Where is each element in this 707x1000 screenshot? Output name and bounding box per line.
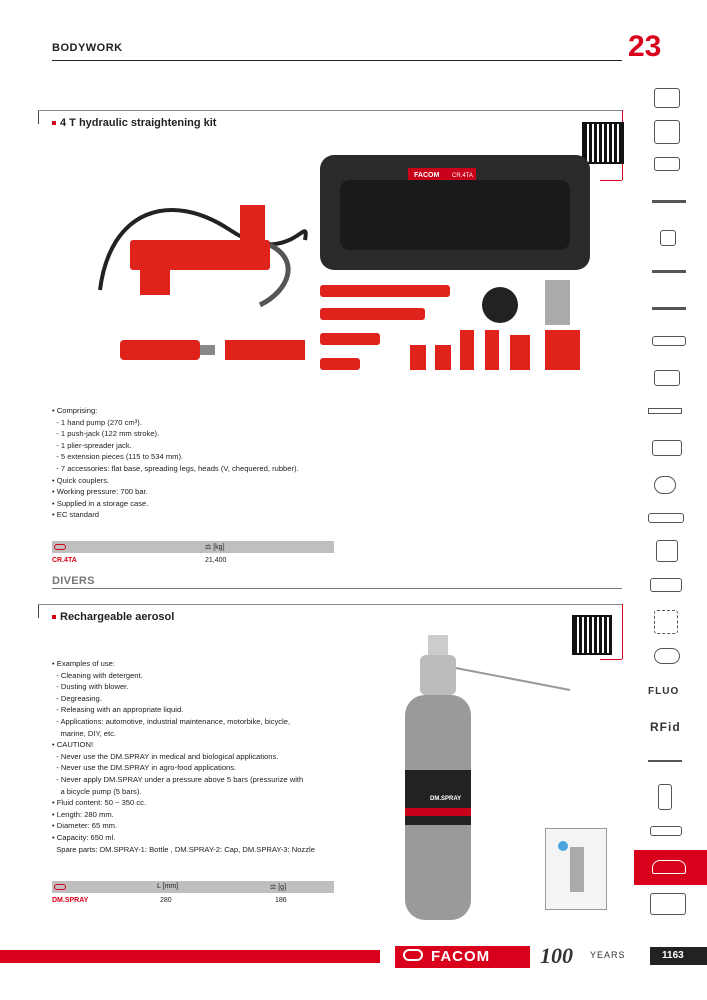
weight-header-text: [kg] xyxy=(213,544,225,551)
kit-feature-line: • Comprising: xyxy=(52,406,98,415)
aerosol-feature-line: - Applications: automotive, industrial maintenance, motorbike, bicycle, xyxy=(52,716,291,726)
aerosol-feature-line: - Dusting with blower. xyxy=(52,682,129,692)
aerosol-feature-line: Spare parts: DM.SPRAY-1: Bottle , DM.SPRAY-2: Cap, DM.SPRAY-3: Nozzle xyxy=(52,844,315,854)
page-number-box xyxy=(650,947,707,965)
footer-bar xyxy=(0,950,380,963)
aerosol-feature-line: • CAUTION! xyxy=(52,740,94,750)
anniversary-mark: 100 xyxy=(540,943,573,968)
tape-measure-icon[interactable] xyxy=(654,370,680,386)
kit-feature-line: - 1 plier-spreader jack. xyxy=(52,440,132,450)
reference-icon xyxy=(54,884,66,890)
pliers-icon[interactable] xyxy=(652,336,686,346)
kit-feature-line: • Quick couplers. xyxy=(52,475,110,485)
aerosol-features xyxy=(52,658,315,855)
aerosol-feature-line: • Length: 280 mm. xyxy=(52,809,114,819)
aerosol-feature-line: - Degreasing. xyxy=(52,693,102,703)
kit-feature-line: - 7 accessories: flat base, spreading legs, heads (V, chequered, rubber). xyxy=(52,463,299,473)
page-number: 1163 xyxy=(662,950,684,961)
kit-title-text: 4 T hydraulic straightening kit xyxy=(60,117,217,129)
aerosol-feature-line: • Capacity: 650 ml. xyxy=(52,832,116,842)
weight-header-text: [g] xyxy=(278,884,287,891)
section-corner-mark xyxy=(38,110,39,124)
aerosol-feature-line: - Cleaning with detergent. xyxy=(52,670,143,680)
lanyard-icon[interactable] xyxy=(654,648,680,664)
kit-title xyxy=(52,117,216,129)
section-corner-mark xyxy=(38,604,39,618)
aerosol-feature-line: • Fluid content: 50 ~ 350 cc. xyxy=(52,798,147,808)
plier-spreader xyxy=(225,340,305,360)
kit-feature-line: • EC standard xyxy=(52,510,99,520)
aerosol-feature-line: - Never apply DM.SPRAY under a pressure above 5 bars (pressurize with xyxy=(52,774,304,784)
kit-weight-header xyxy=(205,543,225,551)
facom-logo-text: FACOM xyxy=(431,948,491,965)
workbench-icon[interactable] xyxy=(654,120,680,144)
aerosol-ref-cell: DM.SPRAY xyxy=(52,897,89,904)
facom-logo-mark xyxy=(403,949,423,961)
reference-icon xyxy=(54,544,66,550)
toolbox-icon[interactable] xyxy=(654,88,680,108)
aerosol-title xyxy=(52,611,174,623)
kit-feature-line: - 1 hand pump (270 cm³). xyxy=(52,417,142,427)
bit-set-icon[interactable] xyxy=(648,513,684,523)
kit-features xyxy=(52,405,299,521)
aerosol-feature-line: - Never use the DM.SPRAY in agro-food applications. xyxy=(52,763,237,773)
rubber-head xyxy=(482,287,518,323)
electrical-icon[interactable] xyxy=(658,784,672,810)
chapter-number: 23 xyxy=(628,30,662,63)
header-rule xyxy=(52,60,622,61)
years-label: YEARS xyxy=(590,950,626,960)
kit-feature-line: • Working pressure: 700 bar. xyxy=(52,487,148,497)
nozzle-tube xyxy=(440,665,570,690)
truck-icon[interactable] xyxy=(650,893,686,915)
section-divers-title: DIVERS xyxy=(52,575,95,587)
aerosol-feature-line: a bicycle pump (5 bars). xyxy=(52,786,142,796)
fluo-label[interactable]: FLUO xyxy=(648,686,680,697)
section-end-mark xyxy=(622,604,623,659)
kit-weight-cell: 21,400 xyxy=(205,557,227,564)
bodywork-tab[interactable] xyxy=(634,850,707,885)
hammer-icon[interactable] xyxy=(648,408,682,414)
clamp-icon[interactable] xyxy=(650,826,682,836)
rfid-label[interactable]: RFid xyxy=(650,720,681,734)
safety-icon[interactable] xyxy=(654,610,678,634)
aerosol-weight-cell: 186 xyxy=(275,897,287,904)
vice-icon[interactable] xyxy=(650,578,682,592)
section-rule xyxy=(38,604,623,605)
aerosol-feature-line: marine, DIY, etc. xyxy=(52,728,117,738)
aerosol-feature-line: • Diameter: 65 mm. xyxy=(52,821,118,831)
page-header-title: BODYWORK xyxy=(52,42,123,54)
divers-rule xyxy=(52,588,622,589)
aerosol-length-cell: 280 xyxy=(160,897,172,904)
aerosol-feature-line: • Examples of use: xyxy=(52,659,116,668)
section-end-tick xyxy=(600,659,622,660)
ratchet-icon[interactable] xyxy=(652,270,686,273)
kit-feature-line: • Supplied in a storage case. xyxy=(52,498,149,508)
aerosol-feature-line: - Releasing with an appropriate liquid. xyxy=(52,705,184,715)
bottle-label: DM.SPRAY xyxy=(430,796,462,802)
impact-wrench-icon[interactable] xyxy=(656,540,678,562)
section-rule xyxy=(38,110,623,111)
aerosol-weight-header xyxy=(270,883,286,891)
tool-case-icon[interactable] xyxy=(654,157,680,171)
coupler xyxy=(545,280,570,325)
weight-icon: ⚖ xyxy=(270,884,277,891)
hydraulic-kit-image xyxy=(90,150,600,390)
extension-piece xyxy=(320,285,450,297)
wrench-icon[interactable] xyxy=(652,200,686,203)
push-jack xyxy=(120,340,200,360)
bottle-cap xyxy=(428,635,448,655)
nozzle-detail-image xyxy=(545,828,607,910)
case-brand: FACOM xyxy=(414,172,440,179)
aerosol-table-header xyxy=(52,881,334,893)
facom-logo xyxy=(395,946,530,968)
kit-feature-line: - 5 extension pieces (115 to 534 mm). xyxy=(52,452,184,462)
cutter-icon[interactable] xyxy=(654,476,676,494)
section-end-tick xyxy=(600,180,622,181)
weight-icon: ⚖ xyxy=(205,544,212,551)
aerosol-feature-line: - Never use the DM.SPRAY in medical and biological applications. xyxy=(52,751,279,761)
car-icon xyxy=(652,860,686,874)
socket-icon[interactable] xyxy=(660,230,676,246)
aircraft-icon[interactable] xyxy=(648,760,682,762)
case-ref: CR.4TA xyxy=(452,173,473,179)
kit-ref-cell: CR.4TA xyxy=(52,557,77,564)
kit-table-header xyxy=(52,541,334,553)
screwdriver-icon[interactable] xyxy=(652,307,686,310)
kit-feature-line: - 1 push-jack (122 mm stroke). xyxy=(52,429,160,439)
aerosol-length-header: L [mm] xyxy=(157,883,179,890)
aerosol-title-text: Rechargeable aerosol xyxy=(60,611,175,623)
hacksaw-icon[interactable] xyxy=(652,440,682,456)
